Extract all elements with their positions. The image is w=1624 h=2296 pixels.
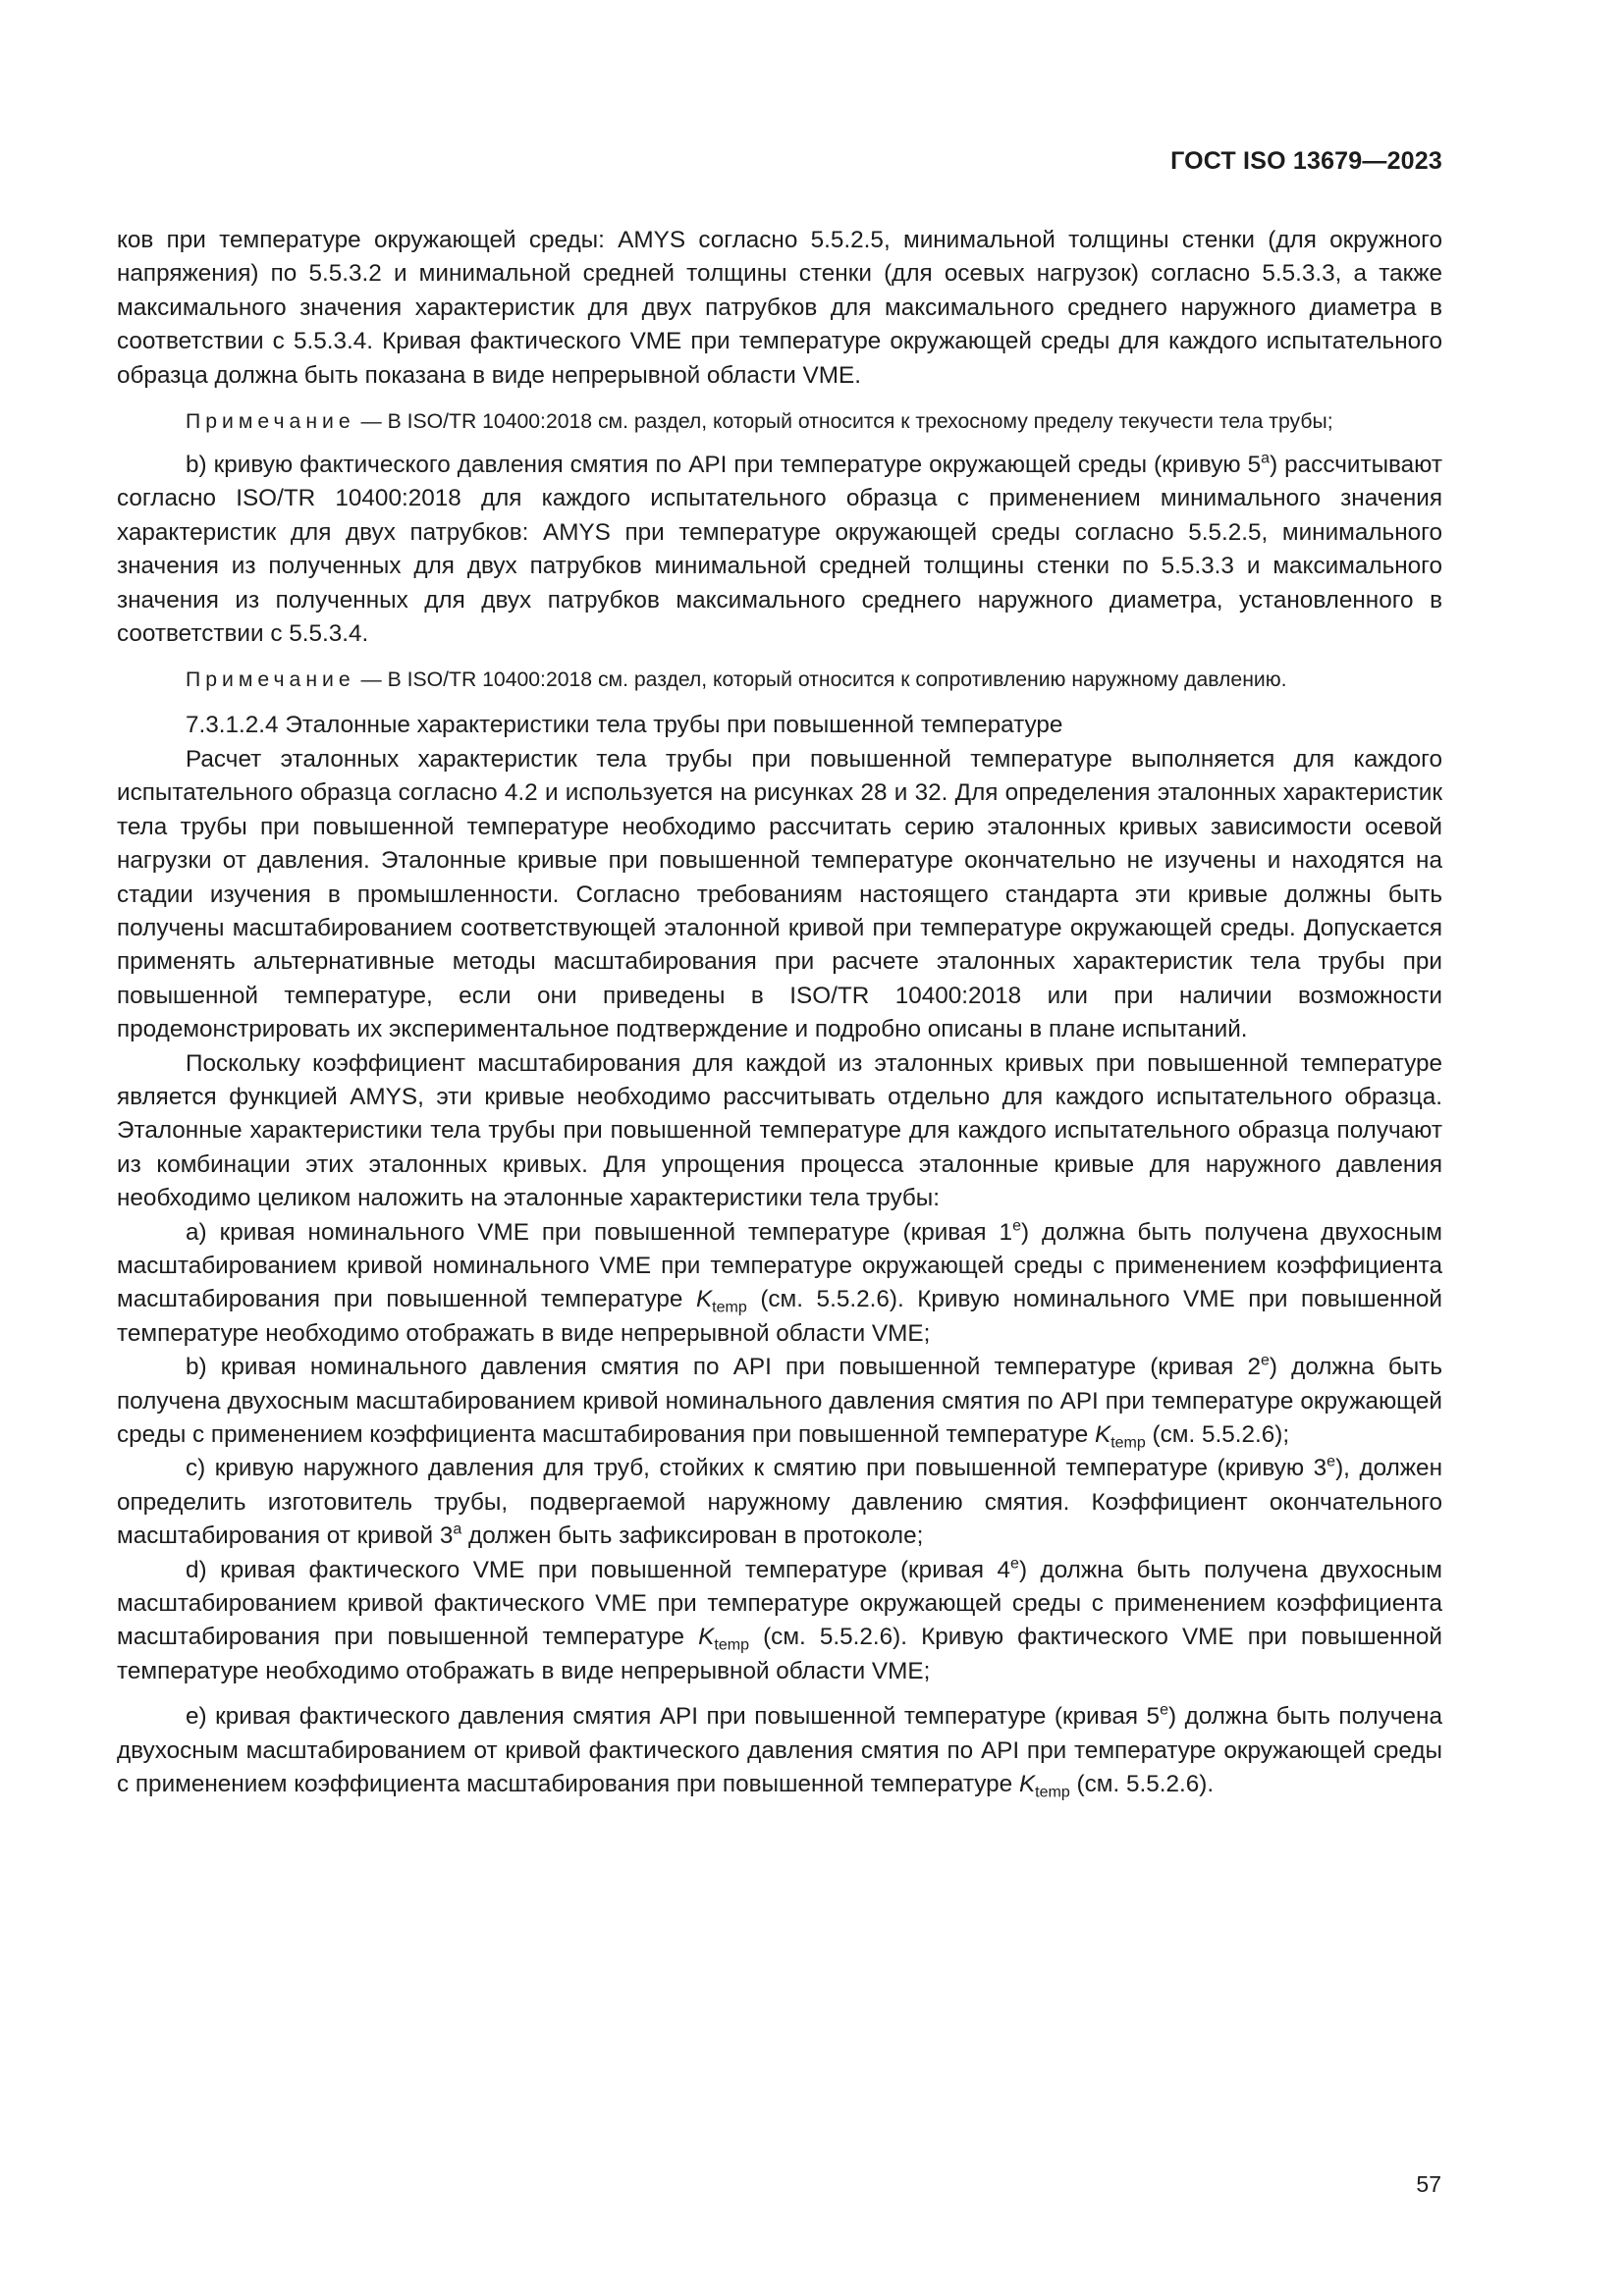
paragraph-continuation: ков при температуре окружающей среды: AMYS согласно 5.5.2.5, минимальной толщины стенки (для окружного напряжения) по 5.5.3.2 и минимальной средней толщины стенки (для осевых нагрузок) согласно 5.5.3.3, а также максимального значения характеристик для двух патрубков для максимального среднего наружного диаметра в соответствии с 5.5.3.4. Кривая фактического VME при температуре окружающей среды для каждого испытательного образца должна быть показана в виде непрерывной области VME. — [117, 227, 1442, 389]
list-item-c: c) кривую наружного давления для труб, стойких к смятию при повышенной температуре (кривую 3e), должен определить изготовитель трубы, подвергаемой наружному давлению смятия. Коэффициент окончательного масштабирования от кривой 3$^a$ должен быть зафиксирован в протоколе; — [117, 1452, 1442, 1550]
page-number: 57 — [1416, 2171, 1441, 2197]
note-label: Примечание — [186, 668, 355, 692]
section-heading: 7.3.1.2.4 Эталонные характеристики тела трубы при повышенной температуре — [186, 712, 1063, 739]
list-item-b: b) кривая номинального давления смятия по API при повышенной температуре (кривая 2e) должна быть получена двухосным масштабированием кривой номинального давления смятия по API при температуре окружающей среды с применением коэффициента масштабирования при повышенной температуре $K_{temp}$ (см. 5.5.2.6); — [117, 1351, 1442, 1452]
list-item-d: d) кривая фактического VME при повышенной температуре (кривая 4e) должна быть получена двухосным масштабированием кривой фактического VME при температуре окружающей среды с применением коэффициента масштабирования при повышенной температуре $K_{temp}$ (см. 5.5.2.6). Кривую фактического VME при повышенной температуре необходимо отображать в виде непрерывной области VME; — [117, 1554, 1442, 1684]
note-triaxial-yield — [117, 406, 1442, 437]
list-item-e: e) кривая фактического давления смятия API при повышенной температуре (кривая 5e) должна быть получена двухосным масштабированием от кривой фактического давления смятия по API при температуре окружающей среды с применением коэффициента масштабирования при повышенной температуре $K_{temp}$ (см. 5.5.2.6). — [117, 1700, 1442, 1801]
paragraph-scaling-coefficient: Поскольку коэффициент масштабирования для каждой из эталонных кривых при повышенной температуре является функцией AMYS, эти кривые необходимо рассчитывать отдельно для каждого испытательного образца. Эталонные характеристики тела трубы при повышенной температуре для каждого испытательного образца получают из комбинации этих эталонных кривых. Для упрощения процесса эталонные кривые для наружного давления необходимо целиком наложить на эталонные характеристики тела трубы: — [117, 1049, 1442, 1212]
document-header: ГОСТ ISO 13679—2023 — [1170, 147, 1442, 175]
note-text: — В ISO/TR 10400:2018 см. раздел, который относится к сопротивлению наружному давлению. — [354, 668, 1287, 692]
page-body — [117, 224, 1442, 1801]
note-label: Примечание — [186, 410, 355, 434]
paragraph-reference-calculation: Расчет эталонных характеристик тела трубы при повышенной температуре выполняется для каждого испытательного образца согласно 4.2 и используется на рисунках 28 и 32. Для определения эталонных характеристик тела трубы при повышенной температуре необходимо рассчитать серию эталонных кривых зависимости осевой нагрузки от давления. Эталонные кривые при повышенной температуре окончательно не изучены и находятся на стадии изучения в промышленности. Согласно требованиям настоящего стандарта эти кривые должны быть получены масштабированием соответствующей эталонной кривой при температуре окружающей среды. Допускается применять альтернативные методы масштабирования при расчете эталонных характеристик тела трубы при повышенной температуре, если они приведены в ISO/TR 10400:2018 или при наличии возможности продемонстрировать их экспериментальное подтверждение и подробно описаны в плане испытаний. — [117, 745, 1442, 1043]
list-item-a: a) кривая номинального VME при повышенной температуре (кривая 1e) должна быть получена двухосным масштабированием кривой номинального VME при температуре окружающей среды с применением коэффициента масштабирования при повышенной температуре $K_{temp}$ (см. 5.5.2.6). Кривую номинального VME при повышенной температуре необходимо отображать в виде непрерывной области VME; — [117, 1215, 1442, 1347]
list-item-b-ambient: b) кривую фактического давления смятия по API при температуре окружающей среды (кривую 5$^a$) рассчитывают согласно ISO/TR 10400:2018 для каждого испытательного образца с применением минимального значения характеристик для двух патрубков: AMYS при температуре окружающей среды согласно 5.5.2.5, минимального значения из полученных для двух патрубков минимальной средней толщины стенки по 5.5.3.3 и максимального значения из полученных для двух патрубков максимального среднего наружного диаметра, установленного в соответствии с 5.5.3.4. — [117, 449, 1442, 648]
note-external-pressure — [117, 665, 1442, 695]
note-text: — В ISO/TR 10400:2018 см. раздел, который относится к трехосному пределу текучести тела трубы; — [354, 410, 1333, 434]
